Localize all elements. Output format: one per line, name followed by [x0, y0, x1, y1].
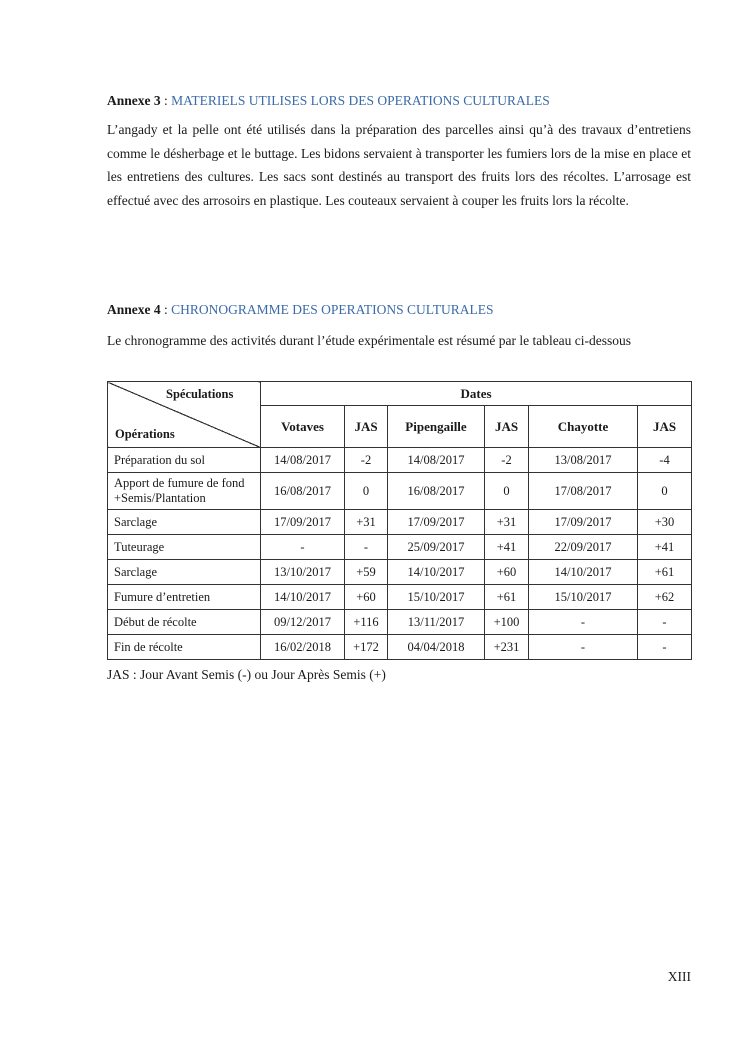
table-cell: 15/10/2017 — [388, 585, 485, 610]
column-header: Chayotte — [529, 406, 638, 448]
operation-cell: Sarclage — [108, 510, 261, 535]
table-row — [108, 510, 692, 535]
table-cell: +62 — [638, 585, 692, 610]
corner-speculations-label: Spéculations — [166, 387, 234, 401]
table-cell: +172 — [345, 635, 388, 660]
table-cell: - — [345, 535, 388, 560]
annex3-separator: : — [160, 93, 172, 108]
table-row — [108, 560, 692, 585]
table-cell: 14/10/2017 — [261, 585, 345, 610]
table-cell: 17/09/2017 — [529, 510, 638, 535]
page-number: XIII — [667, 969, 691, 984]
table-cell: -2 — [485, 448, 529, 473]
table-header-row-1 — [108, 382, 692, 406]
chronogram-table — [107, 381, 692, 660]
dates-group-header: Dates — [261, 382, 692, 406]
table-cell: +41 — [485, 535, 529, 560]
operation-cell: Fin de récolte — [108, 635, 261, 660]
table-cell: - — [638, 635, 692, 660]
corner-operations-label: Opérations — [115, 427, 175, 441]
table-cell: 04/04/2018 — [388, 635, 485, 660]
table-cell: - — [529, 635, 638, 660]
table-cell: - — [261, 535, 345, 560]
operation-cell: Tuteurage — [108, 535, 261, 560]
table-cell: 0 — [638, 473, 692, 510]
table-footnote: JAS : Jour Avant Semis (-) ou Jour Après Semis (+) — [107, 667, 386, 682]
column-header: JAS — [638, 406, 692, 448]
table-cell: 13/08/2017 — [529, 448, 638, 473]
table-cell: +116 — [345, 610, 388, 635]
annex4-paragraph: Le chronogramme des activités durant l’étude expérimentale est résumé par le tableau ci-dessous — [107, 333, 632, 348]
table-cell: 17/09/2017 — [388, 510, 485, 535]
operation-cell: Début de récolte — [108, 610, 261, 635]
table-cell: +100 — [485, 610, 529, 635]
table-cell: 14/08/2017 — [388, 448, 485, 473]
table-cell: 16/08/2017 — [388, 473, 485, 510]
table-cell: -4 — [638, 448, 692, 473]
table-cell: 14/10/2017 — [388, 560, 485, 585]
annex3-label: Annexe 3 — [107, 93, 161, 108]
table-row — [108, 585, 692, 610]
table-row — [108, 448, 692, 473]
table-cell: 14/08/2017 — [261, 448, 345, 473]
annex3-heading — [107, 92, 550, 110]
annex4-separator: : — [160, 302, 172, 317]
column-header: Votaves — [261, 406, 345, 448]
table-cell: +59 — [345, 560, 388, 585]
table-cell: - — [529, 610, 638, 635]
annex4-label: Annexe 4 — [107, 302, 161, 317]
table-cell: +61 — [638, 560, 692, 585]
table-cell: 16/08/2017 — [261, 473, 345, 510]
table-cell: +60 — [345, 585, 388, 610]
table-cell: - — [638, 610, 692, 635]
annex4-title: CHRONOGRAMME DES OPERATIONS CULTURALES — [171, 302, 494, 317]
table-cell: -2 — [345, 448, 388, 473]
column-header: JAS — [345, 406, 388, 448]
table-cell: +41 — [638, 535, 692, 560]
table-cell: 22/09/2017 — [529, 535, 638, 560]
table-row — [108, 610, 692, 635]
table-cell: 09/12/2017 — [261, 610, 345, 635]
table-cell: 17/08/2017 — [529, 473, 638, 510]
annex3-title: MATERIELS UTILISES LORS DES OPERATIONS CULTURALES — [171, 93, 550, 108]
table-cell: 17/09/2017 — [261, 510, 345, 535]
table-cell: 0 — [345, 473, 388, 510]
table-cell: +31 — [345, 510, 388, 535]
table-row — [108, 635, 692, 660]
table-cell: 13/11/2017 — [388, 610, 485, 635]
annex4-heading — [107, 301, 494, 319]
table-cell: +30 — [638, 510, 692, 535]
table-cell: +60 — [485, 560, 529, 585]
table-row — [108, 473, 692, 510]
operation-cell: Sarclage — [108, 560, 261, 585]
table-cell: 14/10/2017 — [529, 560, 638, 585]
table-cell: +61 — [485, 585, 529, 610]
operation-cell: Préparation du sol — [108, 448, 261, 473]
operation-cell: Fumure d’entretien — [108, 585, 261, 610]
annex3-paragraph: L’angady et la pelle ont été utilisés dans la préparation des parcelles ainsi qu’à des travaux d’entretiens comme le désherbage et le buttage. Les bidons servaient à transporter les fumiers lors de la mise en place et les entretiens des cultures. Les sacs sont destinés au transport des fruits lors des récoltes. L’arrosage est effectué avec des arrosoirs en plastique. Les couteaux servaient à couper les fruits lors la récolte. — [107, 122, 691, 208]
table-cell: 0 — [485, 473, 529, 510]
operation-cell: Apport de fumure de fond +Semis/Plantation — [108, 473, 261, 510]
table-cell: 13/10/2017 — [261, 560, 345, 585]
table-cell: 16/02/2018 — [261, 635, 345, 660]
table-corner-cell — [108, 382, 261, 448]
column-header: Pipengaille — [388, 406, 485, 448]
table-cell: +231 — [485, 635, 529, 660]
table-cell: +31 — [485, 510, 529, 535]
column-header: JAS — [485, 406, 529, 448]
table-cell: 15/10/2017 — [529, 585, 638, 610]
table-row — [108, 535, 692, 560]
table-cell: 25/09/2017 — [388, 535, 485, 560]
